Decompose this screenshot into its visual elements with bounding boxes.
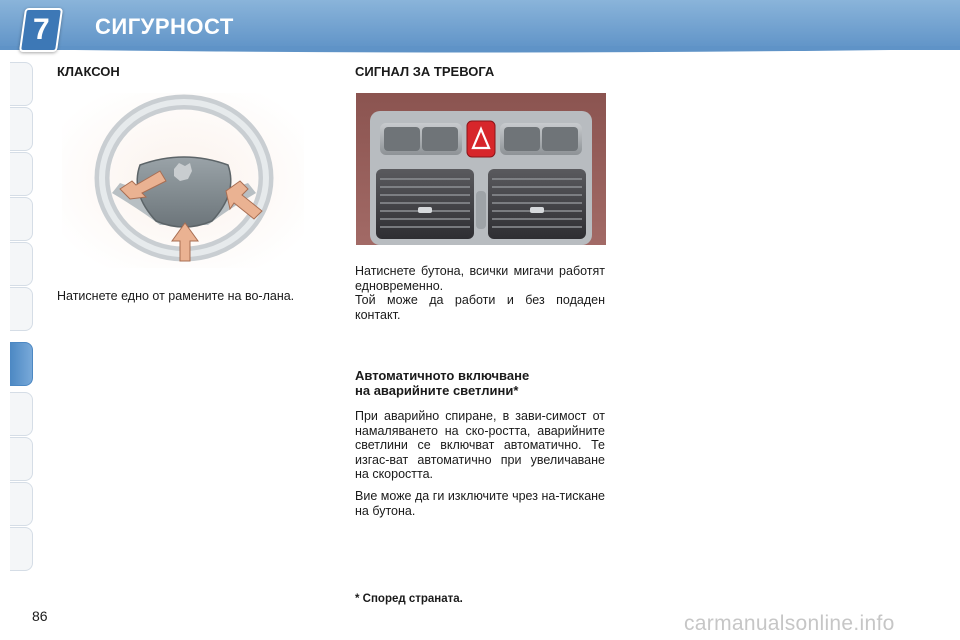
- chapter-tab-10[interactable]: [10, 482, 33, 526]
- hazard-description-2: Той може да работи и без подаден контакт.: [355, 293, 605, 322]
- chapter-number: 7: [32, 13, 50, 46]
- auto-activation-description-2: Вие може да ги изключите чрез на-тискане на бутона.: [355, 489, 605, 518]
- chapter-tab-7[interactable]: [10, 342, 33, 386]
- hazard-description-1: Натиснете бутона, всички мигачи работят едновременно.: [355, 264, 605, 293]
- auto-activation-title-line2: на аварийните светлини*: [355, 383, 519, 398]
- chapter-tab-5[interactable]: [10, 242, 33, 286]
- chapter-tab-1[interactable]: [10, 62, 33, 106]
- chapter-tabs: [10, 62, 34, 572]
- steering-wheel-illustration: [62, 93, 304, 268]
- chapter-tab-4[interactable]: [10, 197, 33, 241]
- horn-section-title: КЛАКСОН: [57, 64, 120, 79]
- header-curve: [0, 46, 960, 56]
- auto-activation-description-1: При аварийно спиране, в зави-симост от намаляването на ско-ростта, аварийните светлини се включват автоматично. Те изгас-ват автоматично при увеличаване на скоростта.: [355, 409, 605, 481]
- chapter-badge: [19, 8, 63, 52]
- hazard-panel-illustration: [356, 93, 606, 245]
- auto-activation-title: [355, 368, 615, 398]
- auto-activation-title-line1: Автоматичното включване: [355, 368, 530, 383]
- chapter-tab-11[interactable]: [10, 527, 33, 571]
- chapter-tab-9[interactable]: [10, 437, 33, 481]
- chapter-tab-6[interactable]: [10, 287, 33, 331]
- page-number: 86: [32, 608, 48, 624]
- chapter-tab-3[interactable]: [10, 152, 33, 196]
- horn-description: Натиснете едно от рамените на во-лана.: [57, 289, 295, 303]
- watermark: carmanualsonline.info: [684, 612, 895, 635]
- chapter-tab-2[interactable]: [10, 107, 33, 151]
- footnote: * Според страната.: [355, 593, 463, 605]
- hazard-section-title: СИГНАЛ ЗА ТРЕВОГА: [355, 64, 495, 79]
- chapter-tab-8[interactable]: [10, 392, 33, 436]
- page-title: СИГУРНОСТ: [95, 14, 234, 39]
